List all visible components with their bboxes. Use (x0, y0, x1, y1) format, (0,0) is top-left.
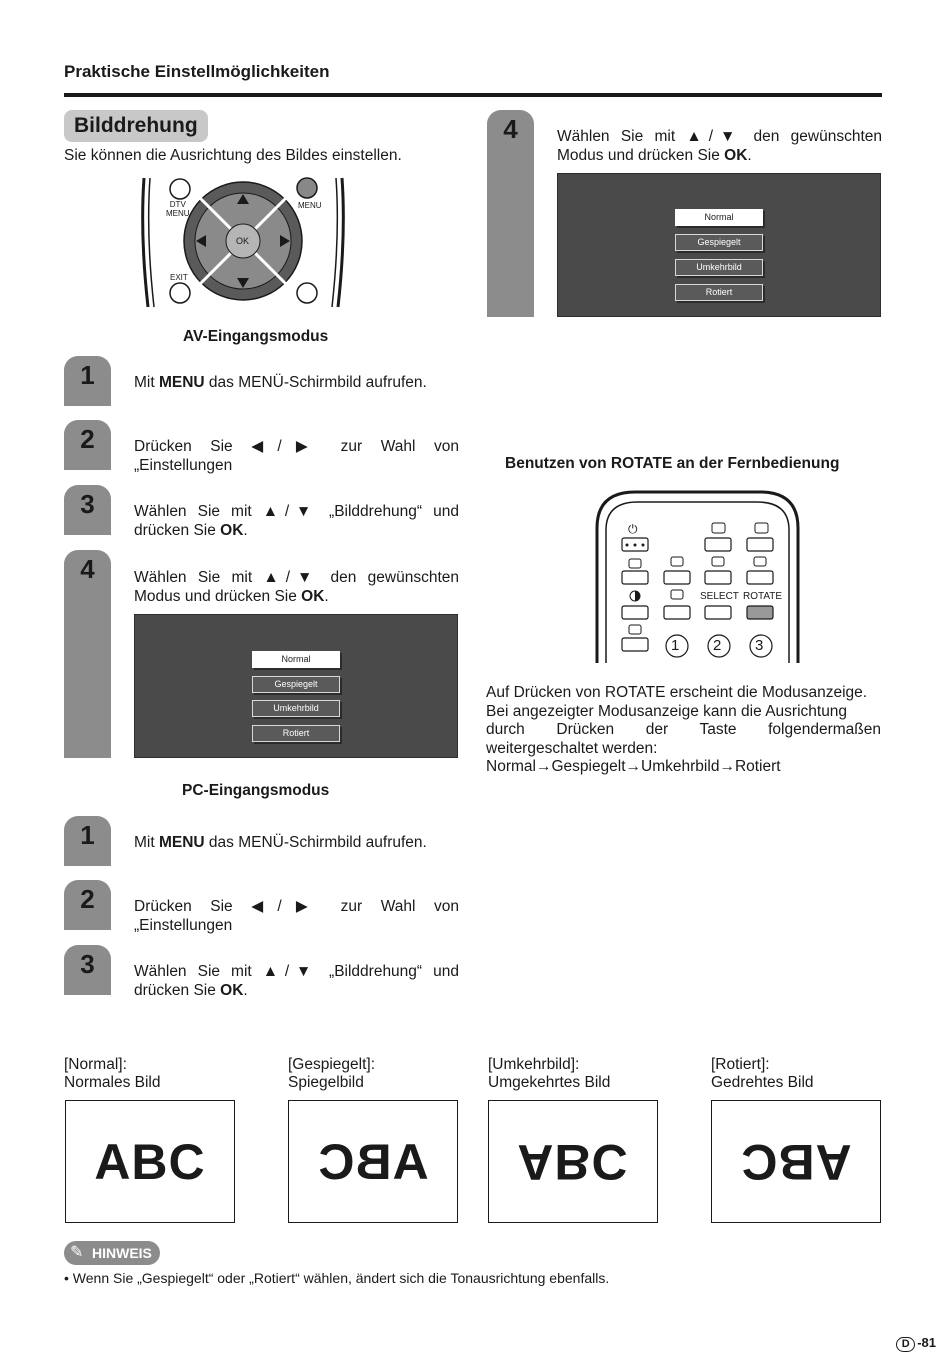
av-step-4-tab: 4 (64, 550, 111, 758)
sample-normal-box: ABC (65, 1100, 235, 1223)
av-step-3-tab: 3 (64, 485, 111, 535)
header-rule (64, 93, 882, 97)
rotate-remote-illustration (590, 488, 805, 663)
page-title: Bilddrehung (64, 110, 208, 142)
hinweis-note: • Wenn Sie „Gespiegelt“ oder „Rotiert“ wählen, ändert sich die Tonausrichtung ebenfalls. (64, 1270, 610, 1286)
rotate-heading: Benutzen von ROTATE an der Fernbedienung (505, 455, 840, 472)
sample-rotiert-caption: [Rotiert]: Gedrehtes Bild (711, 1056, 814, 1091)
pencil-icon: ✎ (70, 1244, 84, 1261)
pc-step-2-tab: 2 (64, 880, 111, 930)
num-button-3: 3 (755, 637, 764, 654)
menu-option-umkehrbild[interactable]: Umkehrbild (675, 259, 763, 276)
pc-step-2-text: Drücken Sie ◀/▶ zur Wahl von „Einstellungen (134, 898, 459, 934)
intro-text: Sie können die Ausrichtung des Bildes einstellen. (64, 147, 402, 164)
right-step-4-text: Wählen Sie mit ▲/▼ den gewünschten Modus und drücken Sie OK. (557, 128, 882, 164)
av-step-1-text: Mit MENU das MENÜ-Schirmbild aufrufen. (134, 374, 427, 391)
select-label: SELECT (700, 591, 739, 602)
menu-option-normal[interactable]: Normal (675, 209, 763, 226)
sample-umkehrbild-caption: [Umkehrbild]: Umgekehrtes Bild (488, 1056, 611, 1091)
av-step-4-text: Wählen Sie mit ▲/▼ den gewünschten Modus und drücken Sie OK. (134, 569, 459, 605)
right-menu-screen (557, 173, 881, 317)
pc-step-3-text: Wählen Sie mit ▲/▼ „Bilddrehung“ und drücken Sie OK. (134, 963, 459, 999)
num-button-1: 1 (671, 637, 680, 654)
page-letter: D (896, 1337, 915, 1352)
av-mode-heading: AV-Eingangsmodus (183, 328, 329, 345)
av-step-1-tab: 1 (64, 356, 111, 406)
exit-label: EXIT (170, 273, 188, 282)
ok-label: OK (236, 236, 250, 246)
hinweis-badge: ✎ HINWEIS (64, 1241, 160, 1265)
sample-rotiert-box: ABC (711, 1100, 881, 1223)
av-menu-screen (134, 614, 458, 758)
menu-option-rotiert[interactable]: Rotiert (675, 284, 763, 301)
menu-option-gespiegelt[interactable]: Gespiegelt (252, 676, 340, 693)
sample-umkehrbild-box: ABC (488, 1100, 658, 1223)
dtv-menu-label: DTV MENU (166, 200, 190, 218)
av-step-2-text: Drücken Sie ◀/▶ zur Wahl von „Einstellungen (134, 438, 459, 474)
menu-option-umkehrbild[interactable]: Umkehrbild (252, 700, 340, 717)
page-number: D -81 (896, 1335, 936, 1352)
av-step-3-text: Wählen Sie mit ▲/▼ „Bilddrehung“ und drücken Sie OK. (134, 503, 459, 539)
remote-control-illustration (138, 175, 348, 310)
pc-step-1-text: Mit MENU das MENÜ-Schirmbild aufrufen. (134, 834, 427, 851)
sample-gespiegelt-box: ABC (288, 1100, 458, 1223)
menu-label: MENU (298, 201, 322, 210)
rotate-description: Auf Drücken von ROTATE erscheint die Modusanzeige. Bei angezeigter Modusanzeige kann die Ausrichtung durch Drücken der Taste folgendermaßen weitergeschaltet werden: Normal→Gespiegelt→Umkehrbild→Rotiert (486, 684, 881, 775)
sample-gespiegelt-caption: [Gespiegelt]: Spiegelbild (288, 1056, 376, 1091)
menu-option-gespiegelt[interactable]: Gespiegelt (675, 234, 763, 251)
right-step-4-tab: 4 (487, 110, 534, 317)
section-header: Praktische Einstellmöglichkeiten (64, 62, 330, 81)
menu-option-normal[interactable]: Normal (252, 651, 340, 668)
rotate-label: ROTATE (743, 591, 783, 602)
av-step-2-tab: 2 (64, 420, 111, 470)
sample-normal-caption: [Normal]: Normales Bild (64, 1056, 161, 1091)
pc-step-3-tab: 3 (64, 945, 111, 995)
menu-option-rotiert[interactable]: Rotiert (252, 725, 340, 742)
pc-step-1-tab: 1 (64, 816, 111, 866)
num-button-2: 2 (713, 637, 722, 654)
pc-mode-heading: PC-Eingangsmodus (182, 782, 330, 799)
svg-text:⏻: ⏻ (628, 522, 638, 536)
